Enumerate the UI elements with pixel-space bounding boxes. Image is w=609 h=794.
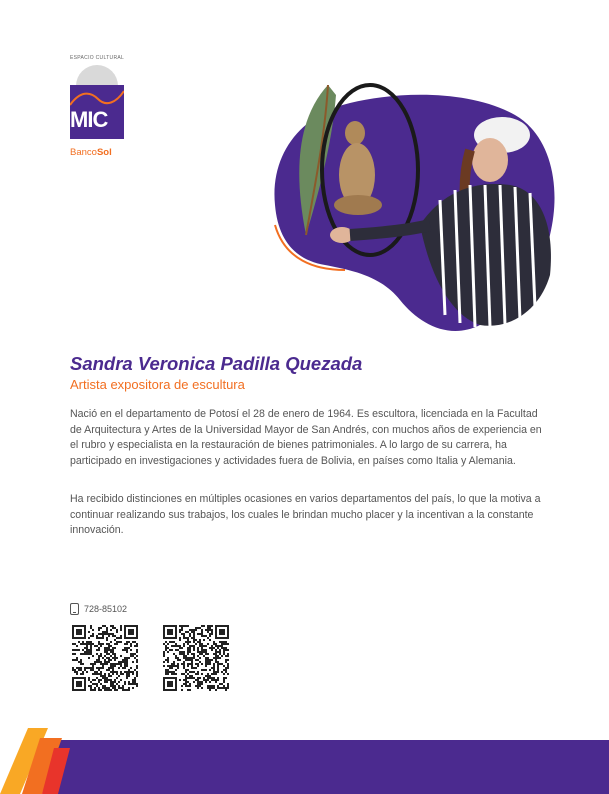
- bio-paragraph-2: Ha recibido distinciones en múltiples ocasiones en varios departamentos del país, lo que la motiva a continuar realizando sus trabajos, los cuales le brindan mucho placer y la incentivan a la constante innovación.: [70, 493, 541, 536]
- phone-contact: [70, 602, 127, 616]
- artist-photo: [270, 75, 560, 335]
- artist-name: Sandra Veronica Padilla Quezada: [70, 353, 363, 374]
- qr-code[interactable]: [163, 625, 229, 691]
- logo-banco-bold: Sol: [96, 147, 112, 158]
- qr-code[interactable]: [72, 625, 138, 691]
- logo-banco-light: Banco: [70, 147, 97, 158]
- phone-icon: [70, 603, 79, 615]
- footer-accent-shape: [0, 728, 80, 794]
- logo-wave-icon: [70, 85, 124, 109]
- logo-tagline: ESPACIO CULTURAL: [70, 55, 125, 61]
- logo-bancosol: [70, 147, 112, 158]
- footer-bar: [45, 740, 609, 794]
- artist-role: Artista expositora de escultura: [70, 377, 245, 392]
- bio-paragraph-1: Nació en el departamento de Potosí el 28 de enero de 1964. Es escultora, licenciada en la Facultad de Arquitectura y Artes de la Universidad Mayor de San Andrés, con muchos años de experiencia en el rubro y especialista en la restauración de bienes patrimoniales. A lo largo de su carrera, ha participado en investigaciones y actividades fuera de Bolivia, en países como Italia y Alemania.: [70, 408, 542, 467]
- phone-number: 728-85102: [84, 604, 128, 614]
- logo-mic-text: MIC: [70, 107, 108, 132]
- mic-logo: [70, 55, 130, 165]
